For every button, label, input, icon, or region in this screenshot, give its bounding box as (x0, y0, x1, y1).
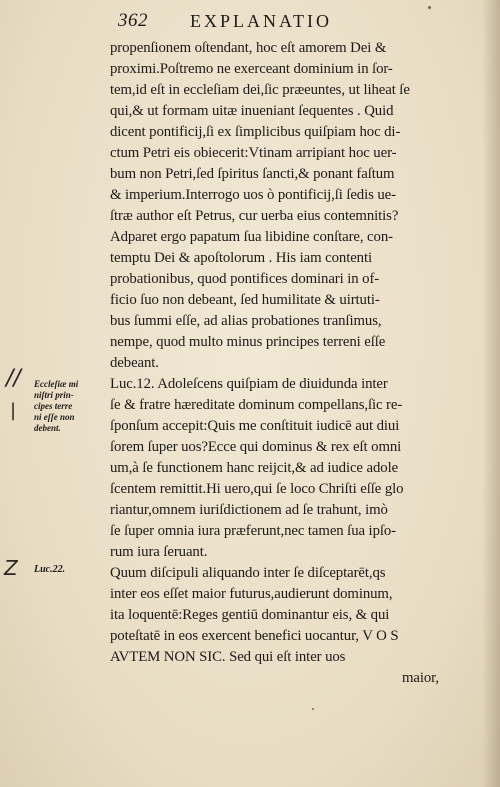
page-number: 362 (118, 10, 148, 31)
handwritten-mark: // (6, 366, 21, 391)
marginal-note-line: ni eſſe non (34, 412, 75, 422)
marginal-note (34, 379, 78, 434)
marginal-note-line: debent. (34, 423, 61, 433)
text-line: & imperium.Interrogo uos ò pontificij,ſi ſedis ue- (110, 187, 396, 203)
text-line: maior, (402, 670, 440, 686)
text-line: tem,id eſt in eccleſiam dei,ſic præeuntes, ut liheat ſe (110, 82, 410, 98)
text-line: ſorem ſuper uos?Ecce qui dominus & rex eſt omni (110, 439, 402, 455)
page-header (118, 10, 478, 34)
marginal-note-line: cipes terre (34, 401, 73, 411)
ink-spot (428, 6, 431, 9)
text-line: propenſionem oſtendant, hoc eſt amorem Dei & (110, 40, 387, 56)
marginal-note-line: Eccleſiæ mi (34, 379, 79, 389)
gutter-shadow (482, 0, 500, 787)
text-line: qui,& ut formam uitæ inueniant ſequentes . Quid (110, 103, 394, 119)
text-line: dicent pontificij,ſi ex ſimplicibus quiſpiam hoc di- (110, 124, 401, 140)
text-line: bum non Petri,ſed ſpiritus ſancti,& ponant faſtum (110, 166, 395, 182)
text-line: um,à ſe functionem hanc reijcit,& ad iudice adole (110, 460, 399, 476)
text-line: Quum diſcipuli aliquando inter ſe diſceptarēt,qs (110, 565, 386, 581)
text-line: temptu Dei & apoſtolorum . His iam contenti (110, 250, 373, 266)
text-line: ctum Petri eis obiecerit:Vtinam arripiant hoc uer- (110, 145, 397, 161)
running-title: EXPLANATIO (190, 11, 332, 31)
text-line: Luc.12. Adoleſcens quiſpiam de diuidunda inter (110, 376, 388, 392)
text-line: riantur,omnem iuriſdictionem ad ſe trahunt, imò (110, 502, 388, 518)
text-line: poteſtatē in eos exercent benefici uocantur, V O S (110, 628, 399, 644)
text-line: ſcentem remittit.Hi uero,qui ſe loco Chriſti eſſe glo (110, 481, 404, 497)
text-line: proximi.Poſtremo ne exerceant dominium in ſor- (110, 61, 393, 77)
marginal-reference: Luc.22. (34, 564, 66, 575)
text-line: inter eos eſſet maior futurus,audierunt dominum, (110, 586, 393, 602)
marginal-note-line: niſtri prin- (34, 390, 74, 400)
text-line: nempe, quod multo minus principes terreni eſſe (110, 334, 386, 350)
text-line: ita loquentē:Reges gentiū dominantur eis, & qui (110, 607, 390, 623)
text-line: ficio ſuo non debeant, ſed humilitate & uirtuti- (110, 292, 380, 308)
text-line: ſtræ author eſt Petrus, cur uerba eius contemnitis? (110, 208, 399, 224)
handwritten-mark: Z (4, 556, 18, 580)
text-line: rum iura ſeruant. (110, 544, 208, 560)
text-line: Adparet ergo papatum ſua libidine conſtare, con- (110, 229, 393, 245)
text-line: ſponſum accepit:Quis me conſtituit iudicē aut diui (110, 418, 400, 434)
text-line: ſe & fratre hæreditate dominum compellans,ſic re- (110, 397, 403, 413)
text-line: debeant. (110, 355, 159, 371)
text-line: ſe ſuper omnia iura præferunt,nec tamen ſua ipſo- (110, 523, 397, 539)
text-line: probationibus, quod pontifices dominari in of- (110, 271, 380, 287)
text-line: bus ſummi eſſe, ad alias probationes tranſimus, (110, 313, 382, 329)
text-line: AVTEM NON SIC. Sed qui eſt inter uos (110, 649, 346, 665)
handwritten-mark: | (10, 400, 17, 421)
ink-spot (312, 708, 314, 710)
